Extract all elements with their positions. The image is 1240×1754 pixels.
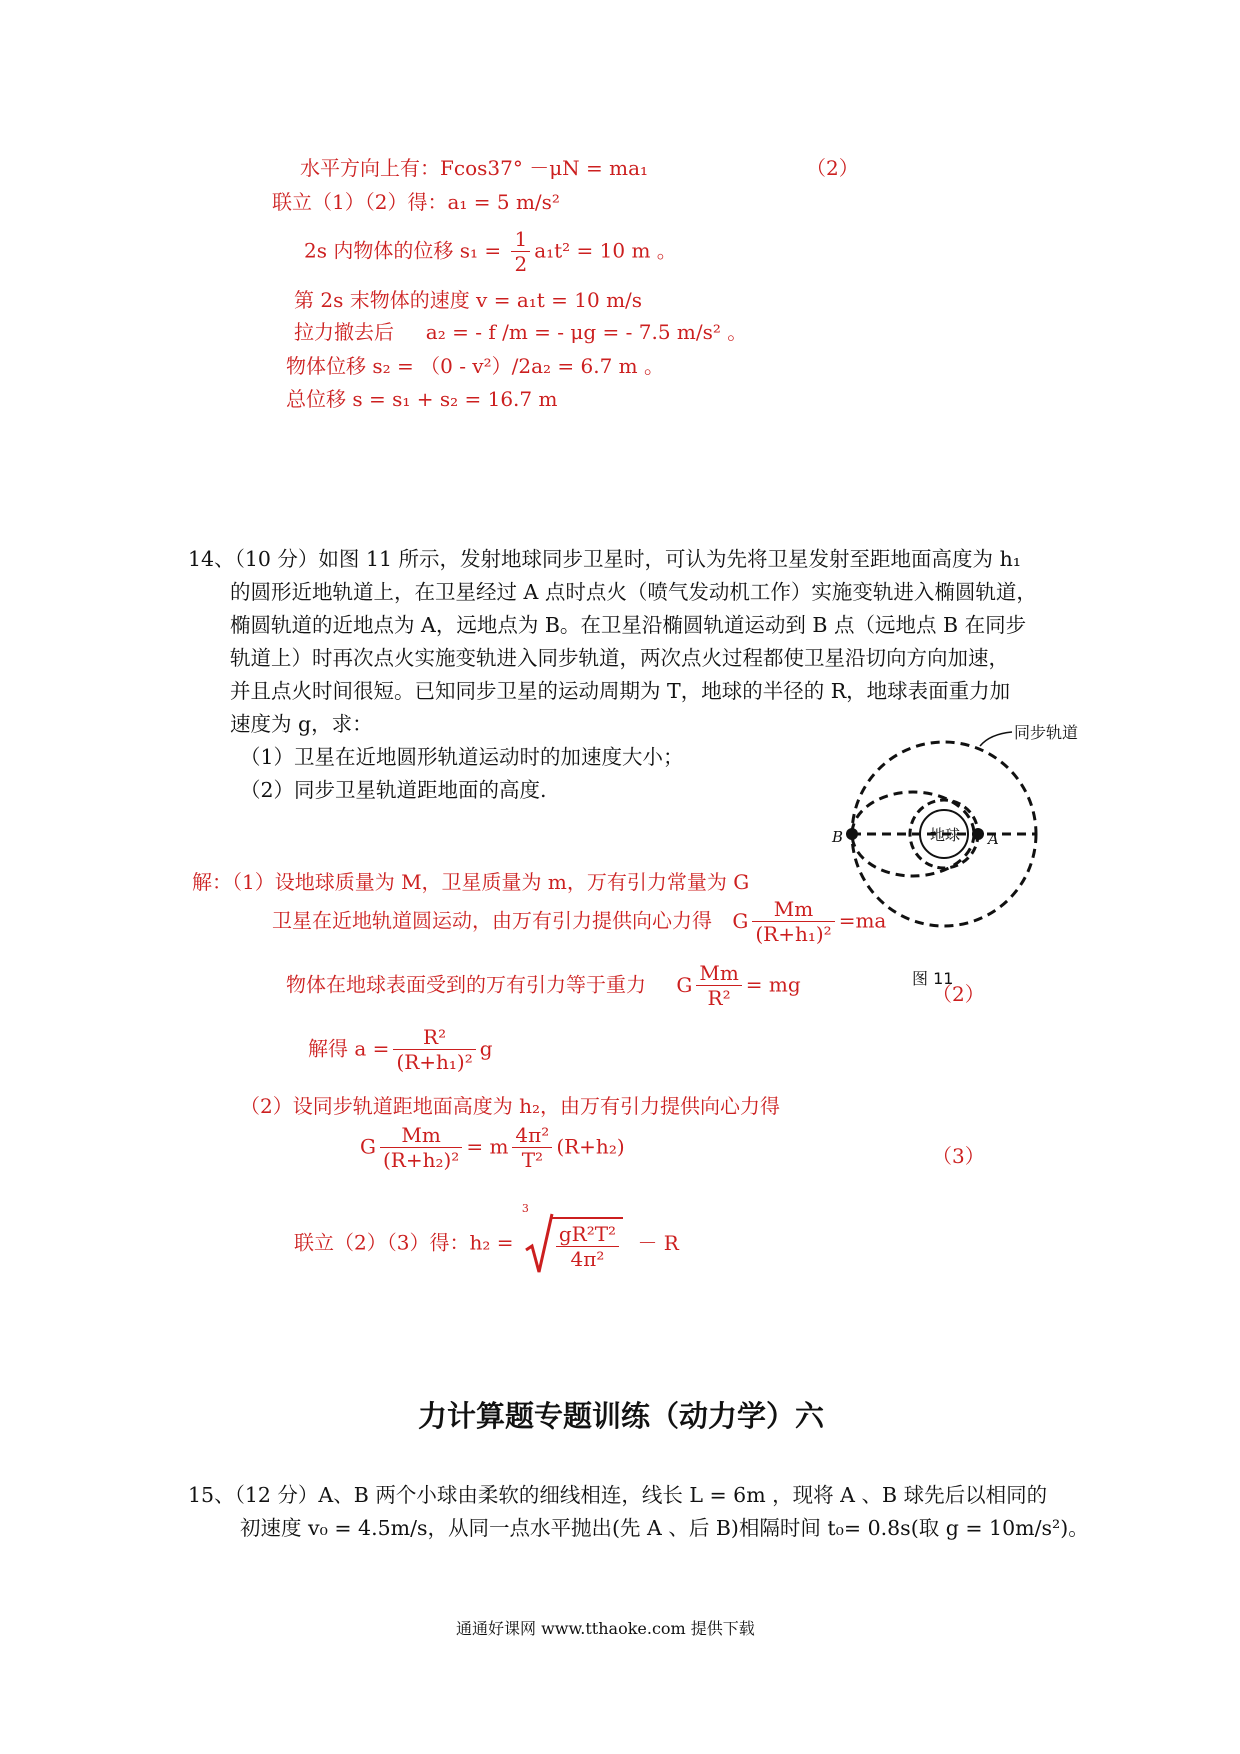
sol14-line6-tag: （3） (932, 1144, 985, 1168)
frac-den: R² (707, 986, 731, 1010)
sol14-line7 (294, 1202, 679, 1276)
footer-credit: 通通好课网 www.tthaoke.com 提供下载 (456, 1619, 755, 1638)
root-index: 3 (521, 1202, 529, 1215)
earth-label: 地球 (930, 826, 961, 844)
frac-num: gR²T² (556, 1223, 619, 1247)
fraction-r2-rh1 (393, 1026, 475, 1074)
sol13-line6: 物体位移 s₂ = （0 - v²）/2a₂ = 6.7 m 。 (286, 354, 664, 378)
orbit-diagram (820, 712, 1100, 1022)
sol14-line1: 解：（1）设地球质量为 M，卫星质量为 m，万有引力常量为 G (192, 870, 750, 894)
frac-num: Mm (696, 962, 741, 986)
point-b-label: B (832, 828, 844, 846)
q15-line1: 15、（12 分）A、B 两个小球由柔软的细线相连，线长 L = 6m ，现将 A 、B 球先后以相同的 (188, 1483, 1048, 1507)
sol14-line4-post: g (479, 1036, 493, 1061)
frac-num: Mm (752, 898, 834, 922)
frac-den: 4π² (570, 1247, 605, 1271)
gravity-constant-g: G (732, 908, 749, 933)
sol13-line3-pre: 2s 内物体的位移 s₁ = (304, 238, 508, 263)
radical-sign (524, 1212, 554, 1276)
sol14-line2 (272, 898, 886, 946)
point-a-label: A (988, 830, 999, 848)
fraction-mm-r2 (696, 962, 741, 1010)
section-title: 力计算题专题训练（动力学）六 (418, 1399, 825, 1433)
gravity-constant-g: G (676, 972, 693, 997)
sol14-line7-post: － R (637, 1230, 679, 1255)
point-a-dot (972, 828, 984, 840)
orbit-label: 同步轨道 (1014, 723, 1079, 742)
sol14-line6-post: (R+h₂) (556, 1134, 625, 1159)
q15-line2: 初速度 v₀ = 4.5m/s，从同一点水平抛出(先 A 、后 B)相隔时间 t₀= 0.8s(取 g = 10m/s²)。 (240, 1516, 1089, 1540)
sol14-line2-text: 卫星在近地轨道圆运动，由万有引力提供向心力得 (272, 908, 712, 933)
sol13-line3-post: a₁t² = 10 m 。 (534, 238, 677, 263)
orbit-label-leader (980, 732, 1012, 746)
sol14-line6-mid: = m (466, 1134, 509, 1159)
gravity-constant-g: G (360, 1134, 376, 1159)
frac-den: (R+h₁)² (396, 1050, 473, 1074)
q14-line1: 14、（10 分）如图 11 所示，发射地球同步卫星时，可认为先将卫星发射至距地面高度为 h₁ (188, 547, 1021, 571)
frac-den: (R+h₂)² (382, 1148, 460, 1172)
sol14-line3-post: = mg (745, 972, 801, 997)
sol14-line3 (286, 962, 801, 1010)
frac-den: (R+h₁)² (755, 922, 832, 946)
fraction-mm-rh1 (752, 898, 834, 946)
frac-den: 2 (514, 252, 528, 276)
sol14-line6 (360, 1124, 625, 1172)
q14-line5: 并且点火时间很短。已知同步卫星的运动周期为 T，地球的半径的 R，地球表面重力加 (230, 679, 1011, 703)
fraction-4pi2-t2 (512, 1124, 552, 1172)
sol14-line4-pre: 解得 a = (308, 1036, 390, 1061)
frac-den: T² (521, 1148, 544, 1172)
figure-caption: 图 11 (912, 969, 954, 988)
sol14-line3-tag: （2） (932, 982, 985, 1006)
sol13-line7: 总位移 s = s₁ + s₂ = 16.7 m (286, 387, 558, 411)
frac-num: 1 (511, 228, 530, 252)
sol13-line1-tag: （2） (806, 156, 859, 180)
sol14-line3-text: 物体在地球表面受到的万有引力等于重力 (286, 972, 646, 997)
sol14-line2-post: =ma (838, 908, 887, 933)
q14-line4: 轨道上）时再次点火实施变轨进入同步轨道，两次点火过程都使卫星沿切向方向加速， (230, 646, 1009, 670)
q14-line3: 椭圆轨道的近地点为 A，远地点为 B。在卫星沿椭圆轨道运动到 B 点（远地点 B 在同步 (230, 613, 1027, 637)
cube-root (521, 1202, 623, 1276)
sol14-line5: （2）设同步轨道距地面高度为 h₂，由万有引力提供向心力得 (240, 1094, 780, 1118)
sol13-line2: 联立（1）（2）得：a₁ = 5 m/s² (272, 190, 560, 214)
frac-num: R² (393, 1026, 475, 1050)
frac-num: Mm (380, 1124, 462, 1148)
sol13-line4: 第 2s 末物体的速度 v = a₁t = 10 m/s (294, 288, 643, 312)
frac-num: 4π² (512, 1124, 552, 1148)
sol14-line4 (308, 1026, 493, 1074)
sol14-line7-pre: 联立（2）（3）得：h₂ = (294, 1230, 514, 1255)
fraction-gr2t2-4pi2 (556, 1223, 619, 1271)
q14-line6: 速度为 g，求： (230, 712, 373, 736)
sol13-line1: 水平方向上有：Fcos37° －μN = ma₁ (300, 156, 649, 180)
fraction-mm-rh2 (380, 1124, 462, 1172)
half-fraction (511, 228, 530, 276)
sol13-line5: 拉力撤去后 a₂ = - f /m = - μg = - 7.5 m/s² 。 (294, 320, 748, 344)
q14-line8: （2）同步卫星轨道距地面的高度. (240, 778, 547, 802)
sol13-line3 (304, 228, 677, 276)
point-b-dot (846, 828, 858, 840)
q14-line2: 的圆形近地轨道上，在卫星经过 A 点时点火（喷气发动机工作）实施变轨进入椭圆轨道， (230, 580, 1037, 604)
q14-line7: （1）卫星在近地圆形轨道运动时的加速度大小； (240, 745, 684, 769)
